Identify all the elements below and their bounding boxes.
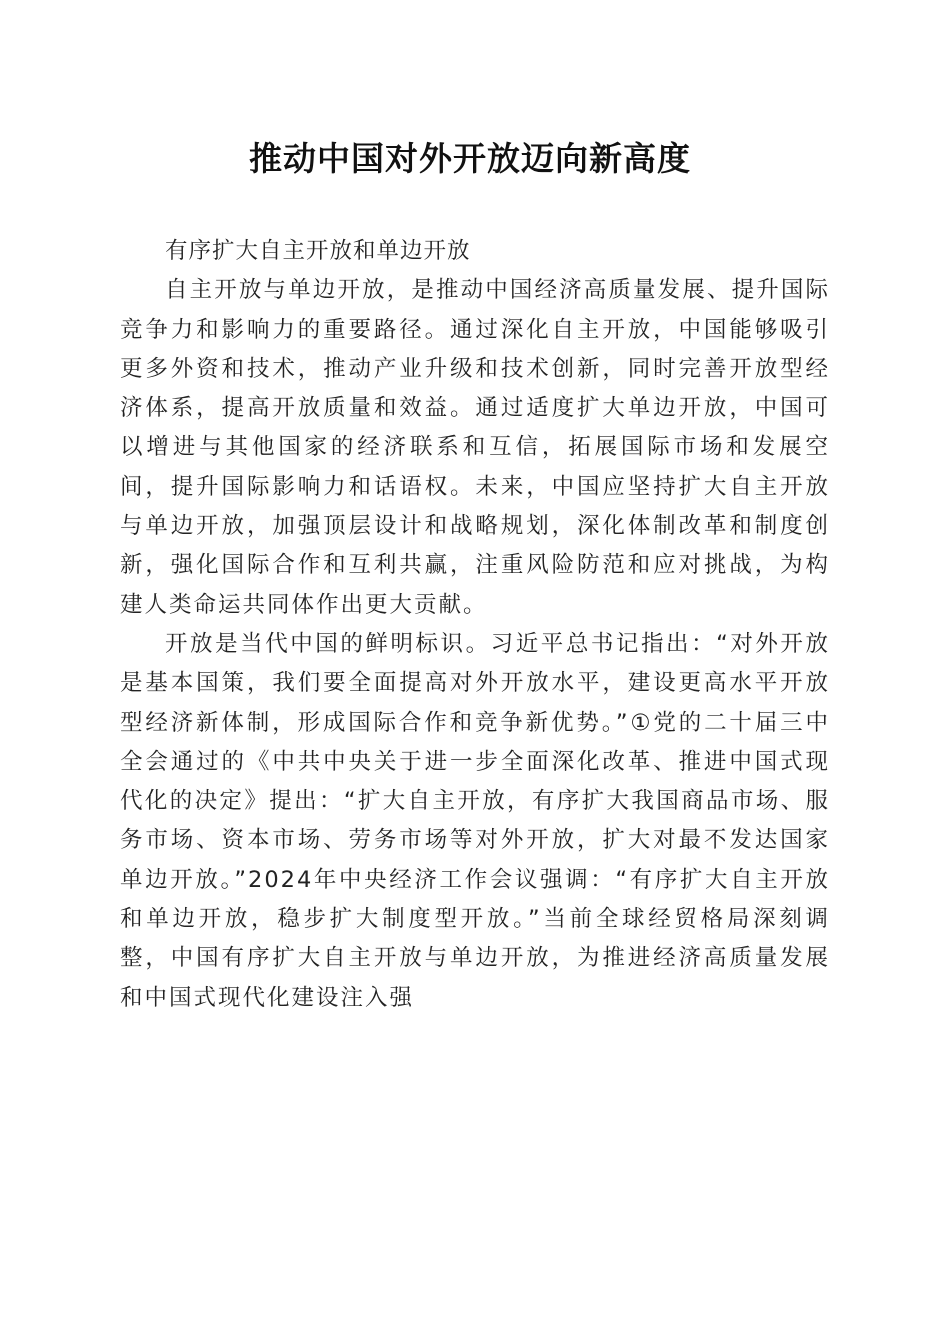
- document-title: 推动中国对外开放迈向新高度: [249, 139, 691, 178]
- section-subheading: 有序扩大自主开放和单边开放: [165, 238, 471, 264]
- paragraph-1: 自主开放与单边开放，是推动中国经济高质量发展、提升国际竞争力和影响力的重要路径。通过深化自主开放，中国能够吸引更多外资和技术，推动产业升级和技术创新，同时完善开放型经济体系，提高开放质量和效益。通过适度扩大单边开放，中国可以增进与其他国家的经济联系和互信，拓展国际市场和发展空间，提升国际影响力和话语权。未来，中国应坚持扩大自主开放与单边开放，加强顶层设计和战略规划，深化体制改革和制度创新，强化国际合作和互利共赢，注重风险防范和应对挑战，为构建人类命运共同体作出更大贡献。: [120, 277, 830, 618]
- paragraph-2: 开放是当代中国的鲜明标识。习近平总书记指出：“对外开放是基本国策，我们要全面提高对外开放水平，建设更高水平开放型经济新体制，形成国际合作和竞争新优势。”①党的二十届三中全会通过的《中共中央关于进一步全面深化改革、推进中国式现代化的决定》提出：“扩大自主开放，有序扩大我国商品市场、服务市场、资本市场、劳务市场等对外开放，扩大对最不发达国家单边开放。”2024年中央经济工作会议强调：“有序扩大自主开放和单边开放，稳步扩大制度型开放。”当前全球经贸格局深刻调整，中国有序扩大自主开放与单边开放，为推进经济高质量发展和中国式现代化建设注入强: [120, 630, 830, 1011]
- document-body: [120, 232, 830, 1018]
